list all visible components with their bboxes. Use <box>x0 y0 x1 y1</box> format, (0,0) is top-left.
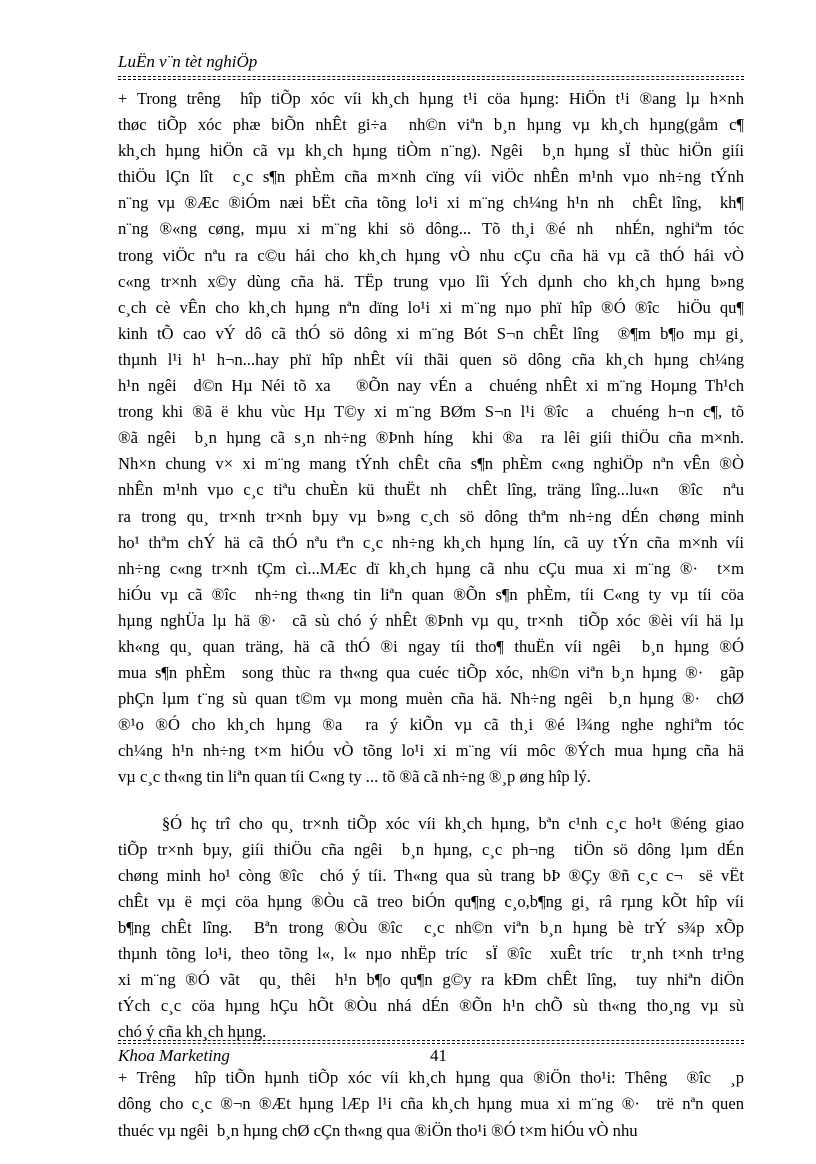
header-rule-second <box>118 79 744 80</box>
text-line: chøng minh ho¹ còng ®îc chó ý tíi. Th«ng qua sù trang bÞ ®Çy ®ñ c¸c c¬ së vËt <box>118 865 744 885</box>
text-line: xi m¨ng ®Ó vãt qu¸ thêi h¹n b¶o qu¶n g©y ra kÐm chÊt lîng, tuy nhiªn diÖn <box>118 970 744 990</box>
text-line: phÇn lµm t¨ng sù quan t©m vµ mong muèn cña hä. Nh÷ng ngêi b¸n hµng ®· chØ <box>118 689 744 709</box>
text-line: c«ng tr×nh x©y dùng cña hä. TËp trung vµo lîi Ých dµnh cho kh¸ch hµng b»ng <box>118 271 744 291</box>
text-line: ch¼ng h¹n nh÷ng t×m hiÓu vÒ tõng lo¹i xi m¨ng víi môc ®Ých mua hµng cña hä <box>118 741 744 761</box>
text-line: thøc tiÕp xóc phæ biÕn nhÊt gi÷a nh©n viªn b¸n hµng vµ kh¸ch hµng(gåm c¶ <box>118 115 744 135</box>
text-line: n¨ng vµ ®Æc ®iÓm næi bËt cña tõng lo¹i xi m¨ng ch¼ng h¹n nh chÊt lîng, kh¶ <box>118 193 744 213</box>
text-line: Nh×n chung v× xi m¨ng mang tÝnh chÊt cña s¶n phÈm c«ng nghiÖp nªn vÊn ®Ò <box>118 454 744 474</box>
text-line: b¶ng chÊt lîng. Bªn trong ®Òu ®îc c¸c nh©n viªn b¸n hµng bè trÝ s¾p xÕp <box>118 917 744 937</box>
text-line: kh¸ch hµng hiÖn cã vµ kh¸ch hµng tiÒm n¨ng). Ngêi b¸n hµng sÏ thùc hiÖn giíi <box>118 141 744 161</box>
text-line: chÊt vµ ë mçi cöa hµng ®Òu cã treo biÓn qu¶ng c¸o,b¶ng gi¸ râ rµng kÕt hîp víi <box>118 891 744 911</box>
text-line: thuéc vµ ngêi b¸n hµng chØ cÇn th«ng qua ®iÖn tho¹i ®Ó t×m hiÓu vÒ nhu <box>118 1120 638 1140</box>
paragraph-1 <box>118 86 744 791</box>
text-line: ®¹o ®Ó cho kh¸ch hµng ®a ra ý kiÕn vµ cã th¸i ®é l¾ng nghe nghiªm tóc <box>118 715 744 735</box>
text-line: nh÷ng c«ng tr×nh tÇm cì...MÆc dï kh¸ch hµng cã nhu cÇu mua xi m¨ng ®· t×m <box>118 558 744 578</box>
text-line: kinh tÕ cao vÝ dô cã thÓ sö dông xi m¨ng Bót S¬n chÊt lîng ®¶m b¶o mµ gi¸ <box>118 323 744 343</box>
text-line: + Trong trêng hîp tiÕp xóc víi kh¸ch hµng t¹i cöa hµng: HiÖn t¹i ®ang lµ h×nh <box>118 89 744 108</box>
text-line: mua s¶n phÈm song thùc ra th«ng qua cuéc tiÕp xóc, nh©n viªn b¸n hµng ®· gãp <box>118 663 744 683</box>
text-line: nhÊn m¹nh vµo c¸c tiªu chuÈn kü thuËt nh chÊt lîng, träng lîng...lu«n ®îc nªu <box>118 480 744 500</box>
text-line: c¸ch cè vÊn cho kh¸ch hµng nªn dïng lo¹i xi m¨ng nµo phï hîp ®Ó ®îc hiÖu qu¶ <box>118 297 744 317</box>
text-line: trong khi ®ã ë khu vùc Hµ T©y xi m¨ng BØm S¬n l¹i ®îc a chuéng h¬n c¶, tõ <box>118 402 744 422</box>
text-line: + Trêng hîp tiÕn hµnh tiÕp xóc víi kh¸ch hµng qua ®iÖn tho¹i: Thêng ®îc ¸p <box>118 1068 744 1088</box>
footer-department: Khoa Marketing <box>118 1046 230 1065</box>
footer-rule <box>118 1040 744 1041</box>
text-line: vµ c¸c th«ng tin liªn quan tíi C«ng ty ... tõ ®ã cã nh÷ng ®¸p øng hîp lý. <box>118 767 591 787</box>
text-line: kh«ng qu¸ quan träng, hä cã thÓ ®i ngay tíi tho¶ thuËn víi ngêi b¸n hµng ®Ó <box>118 636 744 656</box>
running-header: LuËn v¨n tèt nghiÖp <box>118 52 258 71</box>
text-line: tÝch c¸c cöa hµng hÇu hÕt ®Òu nhá dÉn ®Õn h¹n chÕ sù th«ng tho¸ng vµ sù <box>118 996 744 1016</box>
paragraph-3 <box>118 1065 744 1143</box>
text-line: n¨ng ®«ng cøng, mµu xi m¨ng khi sö dông... Tõ th¸i ®é nh nhÉn, nghiªm tóc <box>118 219 744 239</box>
text-line: ra trong qu¸ tr×nh tr×nh bµy vµ b»ng c¸ch sö dông thªm nh÷ng dÉn chøng minh <box>118 506 744 526</box>
header-rule <box>118 76 744 77</box>
footer-rule-second <box>118 1043 744 1044</box>
text-line: thiÖu lÇn lît c¸c s¶n phÈm cña m×nh cïng víi viÖc nhÊn m¹nh vµo nh÷ng tÝnh <box>118 167 744 187</box>
text-line: dông cho c¸c ®¬n ®Æt hµng lÆp l¹i cña kh¸ch hµng mua xi m¨ng ®· trë nªn quen <box>118 1094 744 1114</box>
text-line: chó ý cña kh¸ch hµng. <box>118 1022 267 1042</box>
text-line: ho¹ thªm chÝ hä cã thÓ nªu tªn c¸c nh÷ng kh¸ch hµng lín, cã uy tÝn cña m×nh víi <box>118 532 744 552</box>
text-line: thµnh l¹i h¹ h¬n...hay phï hîp nhÊt víi thãi quen sö dông cña kh¸ch hµng ch¼ng <box>118 349 744 369</box>
text-line: hµng nghÜa lµ hä ®· cã sù chó ý nhÊt ®Þnh vµ qu¸ tr×nh tiÕp xóc ®èi víi hä lµ <box>118 610 744 630</box>
text-line: hiÓu vµ cã ®îc nh÷ng th«ng tin liªn quan ®Õn s¶n phÈm, tíi C«ng ty vµ tíi cöa <box>118 584 744 604</box>
text-line: thµnh tõng lo¹i, theo tõng l«, l« nµo nhËp tríc sÏ ®îc xuÊt tríc tr¸nh t×nh tr¹ng <box>118 944 744 963</box>
text-line: h¹n ngêi d©n Hµ Néi tõ xa ®Õn nay vÉn a chuéng nhÊt xi m¨ng Hoµng Th¹ch <box>118 376 744 396</box>
text-line: ®ã ngêi b¸n hµng cã s¸n nh÷ng ®Þnh híng khi ®a ra lêi giíi thiÖu cña m×nh. <box>118 428 744 448</box>
paragraph-2 <box>118 811 744 1046</box>
text-line: trong viÖc nªu ra c©u hái cho kh¸ch hµng vÒ nhu cÇu cña hä vµ cã thÓ hái vÒ <box>118 245 744 265</box>
body-text <box>118 86 744 1164</box>
text-line: tiÕp tr×nh bµy, giíi thiÖu cña ngêi b¸n hµng, c¸c ph¬ng tiÖn sö dông lµm dÉn <box>118 839 744 859</box>
page-number: 41 <box>430 1046 447 1065</box>
text-line: §Ó hç trî cho qu¸ tr×nh tiÕp xóc víi kh¸ch hµng, bªn c¹nh c¸c ho¹t ®éng giao <box>118 813 745 833</box>
